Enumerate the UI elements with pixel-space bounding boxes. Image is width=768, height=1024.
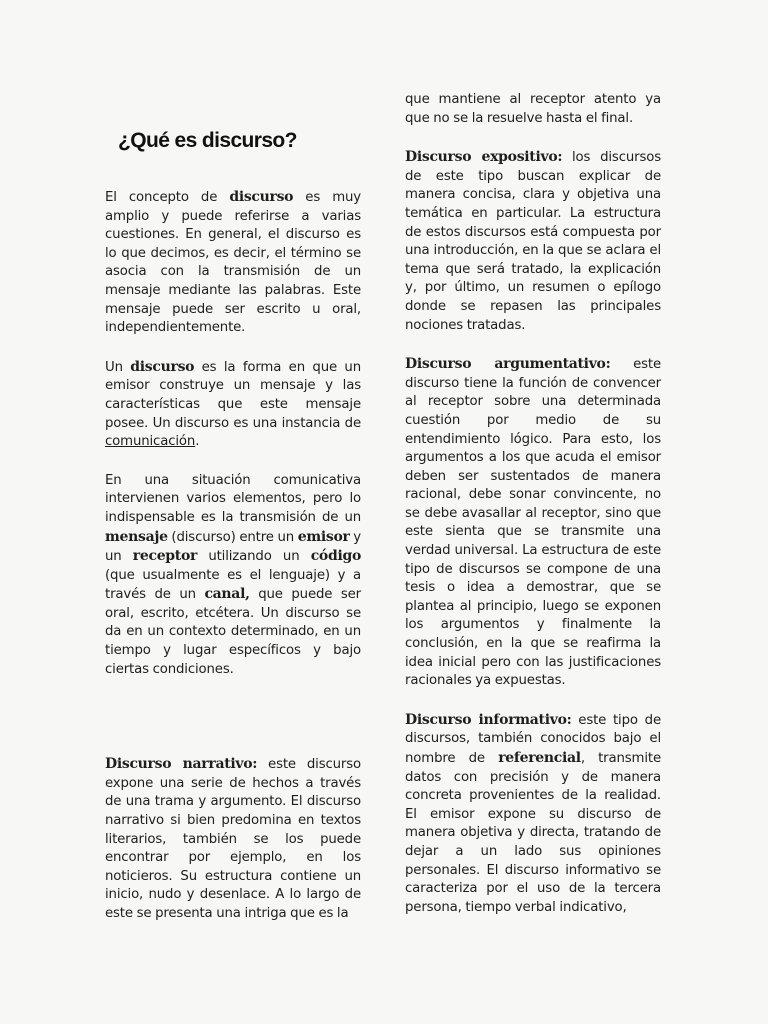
- paragraph-narrativo: [105, 755, 361, 923]
- text: , transmite datos con precisión y de manera concreta provenientes de la realidad. El emisor expone su discurso de manera objetiva y directa, tratando de dejar a un lado sus opiniones personales. El discurso informativo se caracteriza por el uso de la tercera persona, tiempo verbal indicativo,: [405, 751, 661, 915]
- text: es la forma en que un emisor construye un mensaje y las características que este mensaje posee. Un discurso es una instancia de: [105, 359, 361, 431]
- term-codigo: código: [310, 548, 361, 565]
- paragraph-definition: [105, 358, 361, 452]
- link-comunicacion[interactable]: comunicación: [105, 434, 196, 450]
- heading-expositivo: Discurso expositivo:: [405, 149, 563, 166]
- text: y un: [105, 529, 361, 565]
- left-column: [105, 128, 361, 924]
- text: El concepto de: [105, 190, 230, 205]
- heading-narrativo: Discurso narrativo:: [105, 756, 258, 773]
- heading-informativo: Discurso informativo:: [405, 711, 572, 728]
- text: este discurso expone una serie de hechos a través de una trama y argumento. El discurso narrativo si bien predomina en textos literarios, también se los puede encontrar por ejemplo, en los noticieros. Su estructura contiene un inicio, nudo y desenlace. A lo largo de este se presenta una intriga que es la: [105, 757, 362, 921]
- term-discurso: discurso: [130, 358, 195, 375]
- paragraph-continuation: que mantiene al receptor atento ya que no se la resuelve hasta el final.: [405, 92, 661, 126]
- term-canal: canal,: [204, 586, 250, 603]
- text: que puede ser oral, escrito, etcétera. Un discurso se da en un contexto determinado, en un tiempo y lugar específicos y bajo ciertas condiciones.: [105, 587, 361, 677]
- text: este discurso tiene la función de convencer al receptor sobre una determinada cuestión por medio de su entendimiento lógico. Para esto, los argumentos a los que acuda el emisor deben ser sustentados de manera racional, debe sonar convincente, no se debe avasallar al receptor, sino que este sienta que se transmite una verdad universal. La estructura de este tipo de discursos se compone de una tesis o idea a demostrar, que se plantea al principio, luego se exponen los argumentos y finalmente la conclusión, en la que se reafirma la idea inicial pero con las justificaciones racionales ya expuestas.: [405, 357, 661, 689]
- text: (que usualmente es el lenguaje) y a través de un: [105, 567, 361, 603]
- text: utilizando un: [197, 549, 311, 565]
- right-column: [405, 91, 661, 917]
- paragraph-expositivo: [405, 148, 661, 335]
- text: En una situación comunicativa intervienen varios elementos, pero lo indispensable es la transmisión de un: [105, 472, 361, 525]
- term-mensaje: mensaje: [105, 528, 168, 545]
- text: (discurso) entre un: [167, 529, 298, 545]
- text: es muy amplio y puede referirse a varias cuestiones. En general, el discurso es lo que decimos, es decir, el término se asocia con la transmisión de un mensaje mediante las palabras. Este mensaje puede ser escrito u oral, independientemente.: [105, 190, 361, 336]
- text: Un: [105, 359, 131, 375]
- paragraph-elements: [105, 472, 361, 680]
- paragraph-concept: [105, 188, 361, 338]
- page-title: ¿Qué es discurso?: [118, 129, 297, 152]
- paragraph-argumentativo: [405, 355, 661, 691]
- text: los discursos de este tipo buscan explicar de manera concisa, clara y objetiva una temática en particular. La estructura de estos discursos está compuesta por una introducción, en la que se aclara el tema que será tratado, la explicación y, por último, un resumen o epílogo donde se repasen las principales nociones tratadas.: [405, 150, 662, 333]
- text: .: [195, 434, 200, 450]
- text: este tipo de discursos, también conocidos bajo el nombre de: [405, 712, 661, 766]
- paragraph-informativo: [405, 711, 661, 918]
- term-emisor: emisor: [297, 528, 350, 545]
- term-referencial: referencial: [498, 750, 581, 766]
- term-receptor: receptor: [132, 548, 198, 565]
- term-discurso: discurso: [229, 189, 294, 205]
- heading-argumentativo: Discurso argumentativo:: [405, 356, 611, 373]
